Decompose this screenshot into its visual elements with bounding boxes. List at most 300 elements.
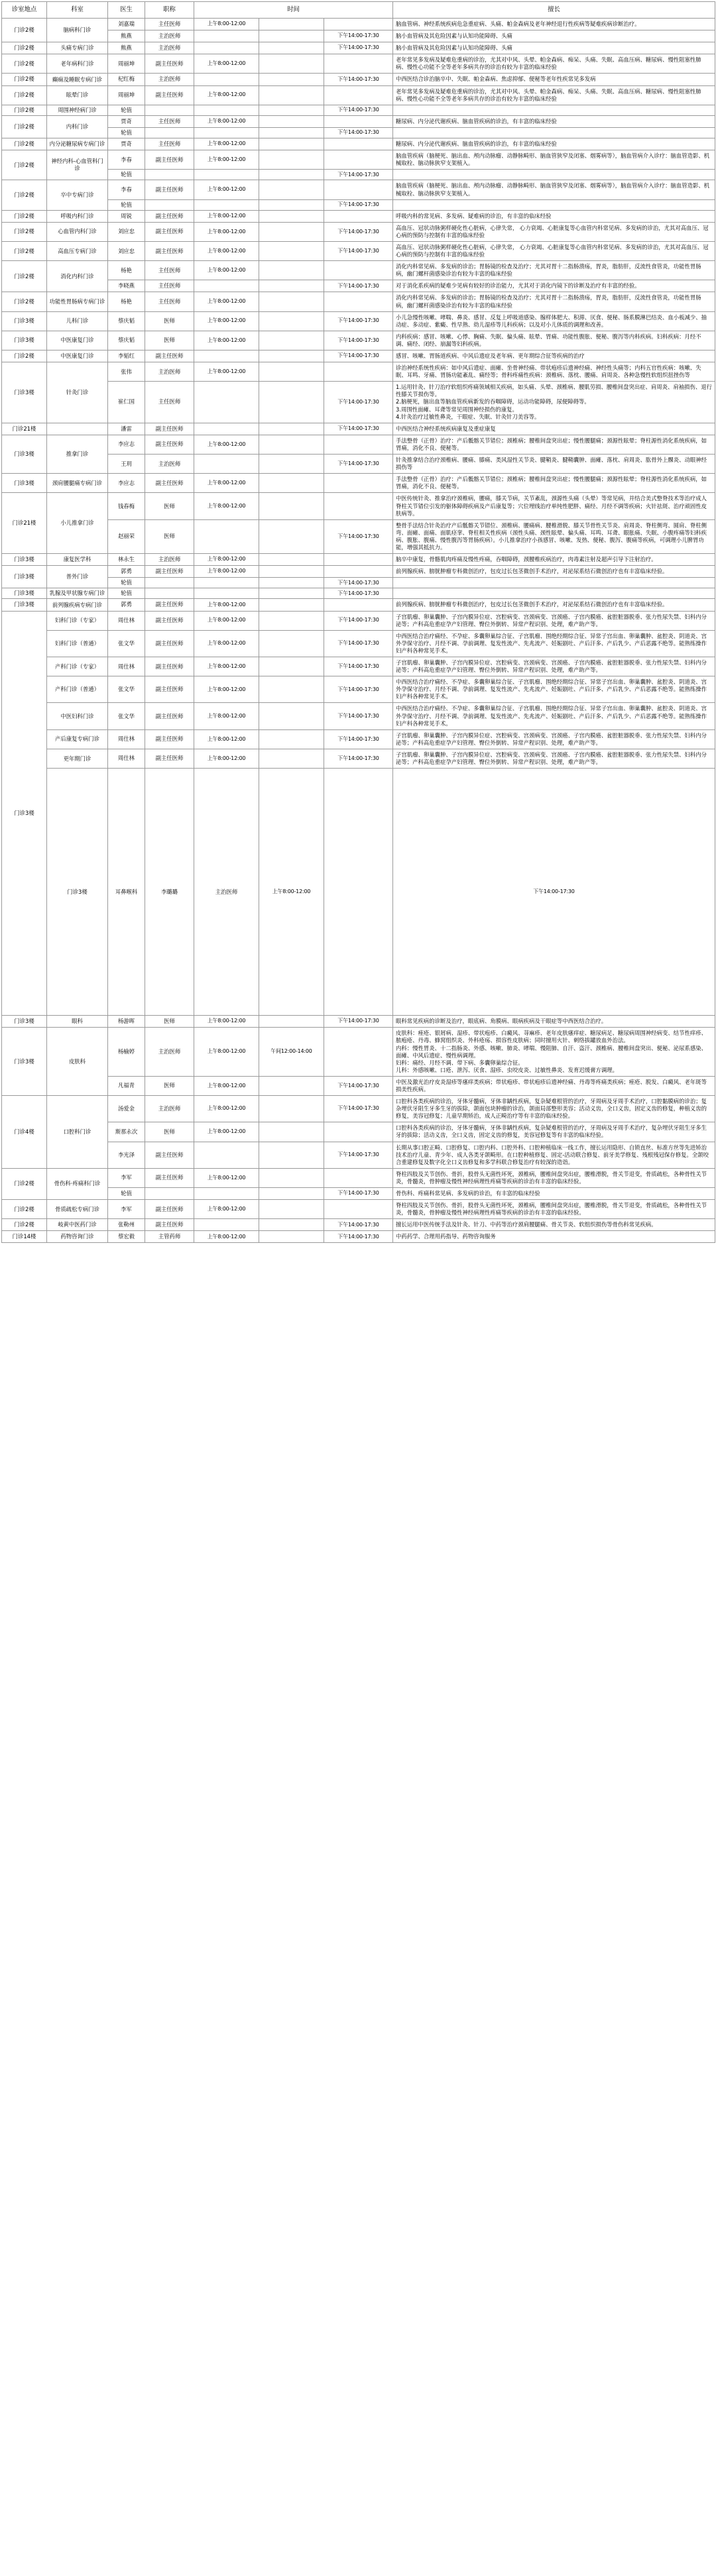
- table-row: [2, 180, 715, 199]
- cell-time-morning: 上午8:00-12:00: [194, 180, 259, 199]
- table-row: [2, 85, 715, 105]
- cell-location: 门诊2楼: [2, 85, 47, 105]
- cell-doctor-title: 主治医师: [145, 42, 194, 54]
- cell-doctor-name: 李春: [108, 150, 145, 170]
- table-row: [2, 749, 715, 768]
- cell-doctor-title: 副主任医师: [145, 474, 194, 493]
- cell-specialty: 小儿急慢性咳嗽、哮喘、鼻炎、感冒、反复上呼吸道感染、腺样体肥大、积滞、厌食、便秘、肠系膜淋巴结炎、血小板减少、抽动症、多动症、紫癜、性早熟、幼儿湿疹等儿科疾病；以及对小儿体质的调理和改善。: [393, 311, 715, 331]
- cell-doctor-title: 副主任医师: [145, 1219, 194, 1231]
- cell-specialty: 中药药学、合理用药指导、药物咨询服务: [393, 1231, 715, 1243]
- cell-location: 门诊2楼: [2, 42, 47, 54]
- table-row: [2, 455, 715, 474]
- cell-doctor-name: 赵丽荣: [108, 519, 145, 553]
- cell-time-afternoon: [324, 150, 393, 170]
- cell-department: 中医康复门诊: [47, 350, 108, 362]
- cell-time-noon: [259, 588, 324, 599]
- cell-location: 门诊2楼: [2, 115, 47, 138]
- table-row: [2, 19, 715, 30]
- cell-doctor-name: 李应志: [108, 474, 145, 493]
- cell-specialty: 对于消化系疾病的疑难少见病有较好的诊治能力，尤其对于消化内镜下的诊断及治疗有丰富的经验。: [393, 280, 715, 292]
- col-header-location: 诊室地点: [2, 2, 47, 19]
- cell-time-morning: 上午8:00-12:00: [194, 1016, 259, 1028]
- cell-specialty: 手法整骨（正骨）治疗：产后骶髂关节错位；颈椎病；腰椎间盘突出症；慢性腰腿痛；颈源性眩晕；脊柱源性消化系统疾病，如胃痛，消化不良、便秘等。: [393, 435, 715, 454]
- cell-doctor-title: 副主任医师: [145, 611, 194, 630]
- cell-department: 岐黄中医药门诊: [47, 1219, 108, 1231]
- cell-time-morning: 上午8:00-12:00: [194, 19, 259, 30]
- table-row: [2, 1122, 715, 1142]
- cell-time-noon: [259, 519, 324, 553]
- cell-doctor-name: 蔡庆韬: [108, 311, 145, 331]
- cell-doctor-title: 医师: [145, 519, 194, 553]
- cell-time-noon: [259, 1188, 324, 1200]
- cell-doctor-name: 熊燕: [108, 30, 145, 42]
- table-row: [2, 657, 715, 676]
- cell-location: 门诊3楼: [2, 1028, 47, 1096]
- cell-specialty: 中西医结合治疗痛经、不孕症、多囊卵巢综合征、子宫肌瘤、围绝经期综合征、异常子宫出血、卵巢囊肿、盆腔炎、阴道炎、宫外孕保守治疗、月经不调、孕前调理、复发性流产、先兆流产、妊娠剧吐、产后汗多、产后乳少、产后恶露不绝等。能熟练操作妇产科各种常见手术。: [393, 676, 715, 703]
- cell-time-morning: 上午8:00-12:00: [259, 769, 324, 1016]
- cell-specialty: 老年常见多发病及疑难危重病的诊治，尤其对中风、头晕、帕金森病、痴呆、头痛、失眠、高血压病、糖尿病、慢性阻塞性肺病、慢性心功能不全等老年多病共存的诊治有较为丰富的临床经验: [393, 54, 715, 74]
- cell-time-noon: [259, 493, 324, 519]
- cell-specialty: 糖尿病、内分泌代谢疾病、脑血管疾病的诊治，有丰富的临床经验: [393, 138, 715, 150]
- cell-department: 推拿门诊: [47, 435, 108, 473]
- cell-department: 前列腺疾病专病门诊: [47, 599, 108, 611]
- cell-specialty: 中医传统针灸、推拿治疗颈椎病，腰痛，膝关节病，关节紊乱，颈源性头痛（头晕）等常见病，并结合美式整脊技术等治疗成人脊柱关节错位引发的躯体障碍疾病及产后康复等；穴位埋线治疗单纯性肥胖、痛经、月经不调等疾病；火针祛斑、治疗顽固性皮肤病等。: [393, 493, 715, 519]
- cell-department: 妇科门诊（专家）: [47, 611, 108, 630]
- table-row: [2, 350, 715, 362]
- cell-doctor-title: 副主任医师: [145, 241, 194, 260]
- cell-doctor-name: 李韬红: [108, 350, 145, 362]
- cell-doctor-title: 主治医师: [194, 769, 259, 1016]
- cell-doctor-name: 杨艳: [108, 292, 145, 311]
- cell-doctor-title: 主治医师: [145, 74, 194, 85]
- cell-time-noon: [259, 138, 324, 150]
- table-row: [2, 199, 715, 210]
- cell-time-morning: 上午8:00-12:00: [194, 657, 259, 676]
- cell-time-morning: [194, 127, 259, 138]
- header-row: [2, 2, 715, 19]
- cell-department: 针灸门诊: [47, 362, 108, 423]
- cell-time-morning: 上午8:00-12:00: [194, 115, 259, 127]
- cell-time-morning: 上午8:00-12:00: [194, 1076, 259, 1095]
- cell-time-afternoon: 下午14:00-17:30: [324, 578, 393, 588]
- cell-doctor-title: 主治医师: [145, 554, 194, 566]
- cell-time-morning: 上午8:00-12:00: [194, 1096, 259, 1122]
- cell-specialty: 皮肤科：痤疮、银屑病、湿疹、带状疱疹、白癜风、荨麻疹、老年皮肤瘙痒症、糖尿病足、糖尿病周围神经病变、结节性痒疹、脓疱疮、丹毒、蜂窝组织炎、外科疮疡、损容性皮肤病；同时擅用火针、刺络拔罐放血外治法。 内科：慢性胃炎、十二指肠炎、外感、咳嗽、肺炎、哮喘、慢阻肺、自汗、盗汗、颈椎病、腰椎间盘突出、便秘、泌尿系感染、面瘫、中风后遗症、慢性病调理。 妇科：痛经、月经不调、带下病、多囊卵巢综合征。 儿科：外感咳嗽、口疮、泄泻、厌食、湿疹、虫咬皮炎、过敏性鼻炎、发育迟缓膏方调理。: [393, 1028, 715, 1077]
- cell-department: 耳鼻喉科: [108, 769, 145, 1016]
- cell-time-afternoon: [324, 85, 393, 105]
- cell-specialty: 中西医结合治疗痛经、不孕症、多囊卵巢综合征、子宫肌瘤、围绝经期综合征、异常子宫出血、卵巢囊肿、盆腔炎、阴道炎、宫外孕保守治疗、月经不调、孕前调理、复发性流产、先兆流产、妊娠剧吐、产后汗多、产后乳少、产后恶露不绝等。能熟练操作妇产科各种常见手术。: [393, 630, 715, 657]
- cell-time-morning: 上午8:00-12:00: [194, 493, 259, 519]
- cell-time-afternoon: [324, 362, 393, 382]
- cell-specialty: 老年常见多发病及疑难危重病的诊治，尤其对中风、头晕、帕金森病、痴呆、头痛、失眠、高血压病、糖尿病、慢性阻塞性肺病、慢性心功能不全等老年多病共存的诊治有较为丰富的临床经验: [393, 85, 715, 105]
- table-row: [2, 519, 715, 553]
- cell-doctor-title: 医师: [145, 1122, 194, 1142]
- cell-specialty: 诊治神经系统性疾病：如中风后遗症、面瘫、坐骨神经痛、带状疱疹后遗神经痛、神经性头痛等；内科五官性疾病：咳嗽、失眠、耳鸣、牙痛、胃肠功能紊乱、痛经等；骨科疼痛性疾病：颈椎病、落枕、腰痛、肩周炎、各种急慢性软组织扭挫伤等: [393, 362, 715, 382]
- cell-time-morning: 上午8:00-12:00: [194, 566, 259, 578]
- table-row: [2, 210, 715, 222]
- cell-doctor-title: 副主任医师: [145, 657, 194, 676]
- cell-time-afternoon: 下午14:00-17:30: [324, 729, 393, 749]
- col-header-specialty: 擅长: [393, 2, 715, 19]
- cell-time-morning: 上午8:00-12:00: [194, 138, 259, 150]
- table-row: [2, 630, 715, 657]
- cell-department: 康复医学科: [47, 554, 108, 566]
- cell-doctor-name: 蔡宏毅: [108, 1231, 145, 1243]
- cell-doctor-name: 张文华: [108, 630, 145, 657]
- table-row: [2, 42, 715, 54]
- cell-specialty: 消化内科常见病、多发病的诊治；胃肠镜的检查及治疗；尤其对胃十二指肠溃疡，胃炎，脂肪肝，反流性食管炎，功能性胃肠病，幽门螺杆菌感染诊治有较为丰富的临床经验: [393, 261, 715, 280]
- table-body: [2, 19, 715, 1243]
- cell-department: 脑病科门诊: [47, 19, 108, 42]
- cell-doctor-name: 刘应忠: [108, 222, 145, 241]
- cell-department: 颈肩腰腿痛专病门诊: [47, 474, 108, 493]
- cell-specialty: 子宫肌瘤、卵巢囊肿、子宫内膜异位症、宫腔病变、宫颈病变、宫颈癌、子宫内膜癌、盆腔脏器脱垂、张力性尿失禁、妇科内分泌等；产科高危重症孕产妇管理、臀位外倒转、异常产程识别、处理，难产助产等。: [393, 611, 715, 630]
- cell-time-noon: [259, 241, 324, 260]
- cell-department: 更年期门诊: [47, 749, 108, 768]
- table-row: [2, 74, 715, 85]
- cell-location: 门诊2楼: [2, 150, 47, 180]
- cell-specialty: 高血压、冠状动脉粥样硬化性心脏病，心律失常， 心力衰竭、心脏康复等心血管内科常见病、多发病的诊治，尤其对高血压、冠心病的预防与控制有丰富的临床经验: [393, 241, 715, 260]
- cell-doctor-name: 钱春梅: [108, 493, 145, 519]
- cell-specialty: 子宫肌瘤、卵巢囊肿、子宫内膜异位症、宫腔病变、宫颈病变、宫颈癌、子宫内膜癌、盆腔脏器脱垂、张力性尿失禁、妇科内分泌等；产科高危重症孕产妇管理、臀位外倒转、异常产程识别、处理，难产助产等。: [393, 729, 715, 749]
- cell-specialty: 中医及激光治疗皮炎湿疹等瘙痒类疾病；带状疱疹、带状疱疹后遗神经痛、丹毒等疼痛类疾病；痤疮、脱发、白癜风、老年斑等损美性疾病。: [393, 1076, 715, 1095]
- col-header-time: 时间: [194, 2, 393, 19]
- cell-time-noon: [259, 1016, 324, 1028]
- cell-doctor-title: 主任医师: [145, 19, 194, 30]
- cell-location: 门诊3楼: [2, 474, 47, 493]
- table-row: [2, 382, 715, 423]
- cell-doctor-name: 崔仁国: [108, 382, 145, 423]
- cell-department: 产科门诊（普通）: [47, 676, 108, 703]
- cell-doctor-title: 主任医师: [145, 138, 194, 150]
- cell-specialty: 脊柱四肢及关节创伤、骨折，股骨头无菌性坏死，颈椎病，腰椎间盘突出症，腰椎滑脱，骨关节退变，骨质疏松，各种骨性关节炎，骨髓炎，骨肿瘤及慢性神经病理性疼痛等疾病的诊治有丰富的临床经验。: [393, 1200, 715, 1219]
- cell-time-morning: [194, 30, 259, 42]
- cell-location: 门诊3楼: [2, 588, 47, 599]
- cell-doctor-title: 主治医师: [145, 362, 194, 382]
- cell-time-afternoon: 下午14:00-17:30: [324, 241, 393, 260]
- cell-doctor-name: 周丽坤: [108, 54, 145, 74]
- cell-doctor-name: 李璐璐: [145, 769, 194, 1016]
- cell-time-afternoon: 下午14:00-17:30: [324, 676, 393, 703]
- cell-doctor-title: 副主任医师: [145, 423, 194, 435]
- cell-time-morning: 上午8:00-12:00: [194, 676, 259, 703]
- cell-doctor-name: 郭勇: [108, 599, 145, 611]
- cell-doctor-name: 汤爱金: [108, 1096, 145, 1122]
- cell-specialty: 子宫肌瘤、卵巢囊肿、子宫内膜异位症、宫腔病变、宫颈病变、宫颈癌、子宫内膜癌、盆腔脏器脱垂、张力性尿失禁、妇科内分泌等；产科高危重症孕产妇管理、臀位外倒转、异常产程识别、处理，难产助产等。: [393, 657, 715, 676]
- cell-time-noon: [259, 474, 324, 493]
- cell-time-afternoon: 下午14:00-17:30: [324, 331, 393, 350]
- cell-specialty: 糖尿病、内分泌代谢疾病、脑血管疾病的诊治，有丰富的临床经验: [393, 115, 715, 127]
- table-row: [2, 769, 715, 1016]
- cell-department: 骨伤科·疼痛科门诊: [47, 1168, 108, 1199]
- cell-specialty: 中西医结合诊治脑卒中、失眠、帕金森病、焦虑抑郁、便秘等老年性疾常见多发病: [393, 74, 715, 85]
- cell-location: 门诊3楼: [2, 599, 47, 611]
- cell-time-morning: [194, 280, 259, 292]
- cell-specialty: [393, 127, 715, 138]
- cell-location: 门诊2楼: [2, 1168, 47, 1199]
- cell-time-noon: [259, 222, 324, 241]
- cell-time-morning: 上午8:00-12:00: [194, 1122, 259, 1142]
- cell-location: 门诊2楼: [2, 222, 47, 241]
- cell-time-afternoon: [324, 1122, 393, 1142]
- cell-doctor-name: 贾奇: [108, 138, 145, 150]
- cell-location: 门诊2楼: [2, 54, 47, 74]
- cell-time-noon: [259, 1168, 324, 1187]
- cell-time-afternoon: 下午14:00-17:30: [324, 455, 393, 474]
- cell-doctor-title: 主任医师: [145, 382, 194, 423]
- table-row: [2, 30, 715, 42]
- cell-doctor-title: [145, 199, 194, 210]
- cell-specialty: [393, 170, 715, 180]
- cell-specialty: 内科疾病：感冒、咳嗽、心悸、胸痛、失眠、偏头痛、眩晕、胃痛、功能性腹胀、便秘、腹泻等内科疾病。妇科疾病：月经不调、痛经、闭经、崩漏等妇科疾病。: [393, 331, 715, 350]
- table-row: [2, 1016, 715, 1028]
- cell-doctor-title: 副主任医师: [145, 703, 194, 729]
- cell-time-afternoon: 下午14:00-17:30: [324, 1188, 393, 1200]
- cell-specialty: 擅长运用中医传统手法及针灸、针刀、中药等治疗颈肩腰腿痛、骨关节炎、软组织损伤等骨伤科常见疾病。: [393, 1219, 715, 1231]
- cell-time-morning: 上午8:00-12:00: [194, 1200, 259, 1219]
- table-header: [2, 2, 715, 19]
- cell-time-morning: 上午8:00-12:00: [194, 474, 259, 493]
- cell-time-morning: [194, 170, 259, 180]
- cell-time-afternoon: 下午14:00-17:30: [324, 423, 393, 435]
- cell-doctor-title: 副主任医师: [145, 1168, 194, 1187]
- cell-time-afternoon: 下午14:00-17:30: [324, 222, 393, 241]
- cell-doctor-name: 轮值: [108, 127, 145, 138]
- cell-time-noon: [259, 554, 324, 566]
- cell-location: 门诊2楼: [2, 241, 47, 260]
- table-row: [2, 1188, 715, 1200]
- cell-doctor-name: 熊燕: [108, 42, 145, 54]
- cell-doctor-title: 医师: [145, 1016, 194, 1028]
- cell-time-noon: [259, 42, 324, 54]
- cell-time-afternoon: [324, 1028, 393, 1077]
- cell-doctor-title: 主任医师: [145, 261, 194, 280]
- cell-doctor-title: 副主任医师: [145, 676, 194, 703]
- cell-time-afternoon: [324, 435, 393, 454]
- cell-doctor-name: 杨榆婷: [108, 1028, 145, 1077]
- cell-specialty: 子宫肌瘤、卵巢囊肿、子宫内膜异位症、宫腔病变、宫颈病变、宫颈癌、子宫内膜癌、盆腔脏器脱垂、张力性尿失禁、妇科内分泌等；产科高危重症孕产妇管理、臀位外倒转、异常产程识别、处理，难产助产等。: [393, 749, 715, 768]
- cell-time-afternoon: [324, 599, 393, 611]
- cell-department: 内科门诊: [47, 115, 108, 138]
- table-row: [2, 261, 715, 280]
- cell-specialty: 前列腺疾病、膀胱肿瘤专科微创治疗，包皮过长包茎微创手术治疗，对泌尿系结石微创治疗也有丰富临床经验。: [393, 566, 715, 578]
- cell-doctor-name: 轮值: [108, 578, 145, 588]
- col-header-department: 科室: [47, 2, 108, 19]
- cell-time-morning: 上午8:00-12:00: [194, 1028, 259, 1077]
- cell-specialty: 眼科常见疾病的诊断及治疗，眼底病、角膜病、眼病疾病及干眼症等中西医结合治疗。: [393, 1016, 715, 1028]
- cell-time-afternoon: 下午14:00-17:30: [324, 350, 393, 362]
- cell-doctor-title: 副主任医师: [145, 210, 194, 222]
- cell-doctor-name: 李晓燕: [108, 280, 145, 292]
- cell-doctor-name: 周丽坤: [108, 85, 145, 105]
- cell-specialty: 前列腺疾病、膀胱肿瘤专科微创治疗，包皮过长包茎微创手术治疗，对泌尿系结石微创治疗也有丰富临床经验。: [393, 599, 715, 611]
- cell-doctor-name: 刘嘉瑞: [108, 19, 145, 30]
- cell-time-afternoon: 下午14:00-17:30: [324, 588, 393, 599]
- table-row: [2, 138, 715, 150]
- cell-time-morning: 上午8:00-12:00: [194, 611, 259, 630]
- cell-time-morning: 上午8:00-12:00: [194, 150, 259, 170]
- table-row: [2, 1231, 715, 1243]
- table-row: [2, 241, 715, 260]
- cell-doctor-name: 轮值: [108, 1188, 145, 1200]
- table-row: [2, 588, 715, 599]
- cell-doctor-title: [145, 127, 194, 138]
- table-row: [2, 280, 715, 292]
- cell-time-afternoon: 下午14:00-17:30: [324, 1219, 393, 1231]
- cell-time-noon: [259, 423, 324, 435]
- cell-time-noon: [259, 657, 324, 676]
- cell-specialty: 长期从事口腔正畸、口腔修复、口腔内科、口腔外科、口腔种植临床一线工作，擅长运用隐形、自锁直丝、标准方丝等先进矫治技术治疗儿童、青少年、成人各类牙颌畸形。在口腔种植修复、固定-活动联合修复、前牙美学修复、残根残冠保存修复。全颌咬合重建修复及数字化全口义齿修复和多学科联合修复治疗有较深的造诣。: [393, 1142, 715, 1168]
- cell-doctor-name: 潘雷: [108, 423, 145, 435]
- cell-doctor-name: 轮值: [108, 170, 145, 180]
- cell-time-morning: [194, 1142, 259, 1168]
- cell-time-morning: [194, 423, 259, 435]
- table-row: [2, 311, 715, 331]
- table-row: [2, 1168, 715, 1187]
- cell-time-morning: 上午8:00-12:00: [194, 311, 259, 331]
- cell-time-noon: [259, 703, 324, 729]
- cell-time-morning: [194, 74, 259, 85]
- cell-time-morning: [194, 382, 259, 423]
- cell-doctor-title: 副主任医师: [145, 1142, 194, 1168]
- cell-specialty: 脑血管疾病（脑梗死、脑出血、颅内动脉瘤、动静脉畸形、脑血管狭窄及闭塞、烟雾病等），脑血管病介入诊疗：脑血管造影、机械取栓、脑动脉狭窄支架植入。: [393, 180, 715, 199]
- cell-specialty: [393, 199, 715, 210]
- cell-time-afternoon: 下午14:00-17:30: [324, 170, 393, 180]
- cell-doctor-name: 蔡庆韬: [108, 331, 145, 350]
- table-row: [2, 362, 715, 382]
- cell-time-afternoon: [324, 554, 393, 566]
- cell-doctor-name: 李春: [108, 180, 145, 199]
- cell-location: 门诊4楼: [2, 1096, 47, 1169]
- table-row: [2, 493, 715, 519]
- table-row: [2, 435, 715, 454]
- cell-doctor-title: 副主任医师: [145, 566, 194, 578]
- cell-doctor-name: 贾奇: [108, 115, 145, 127]
- cell-specialty: 手法整骨（正骨）治疗：产后骶髂关节错位；颈椎病；腰椎间盘突出症；慢性腰腿痛；颈源性眩晕；脊柱源性消化系统疾病，如胃痛，消化不良、便秘等。: [393, 474, 715, 493]
- cell-department: 功能性胃肠病专病门诊: [47, 292, 108, 311]
- cell-time-morning: 上午8:00-12:00: [194, 85, 259, 105]
- cell-department: 皮肤科: [47, 1028, 108, 1096]
- cell-time-noon: 午间12:00-14:00: [259, 1028, 324, 1077]
- table-row: [2, 150, 715, 170]
- cell-time-noon: [259, 292, 324, 311]
- cell-specialty: 中西医结合治疗痛经、不孕症、多囊卵巢综合征、子宫肌瘤、围绝经期综合征、异常子宫出血、卵巢囊肿、盆腔炎、阴道炎、宫外孕保守治疗、月经不调、孕前调理、复发性流产、先兆流产、妊娠剧吐、产后汗多、产后乳少、产后恶露不绝等。能熟练操作妇产科各种常见手术。: [393, 703, 715, 729]
- cell-location: 门诊3楼: [2, 331, 47, 350]
- cell-time-afternoon: 下午14:00-17:30: [324, 611, 393, 630]
- cell-location: 门诊2楼: [2, 105, 47, 115]
- cell-doctor-name: 王玥: [108, 455, 145, 474]
- cell-department: 呼吸内科门诊: [47, 210, 108, 222]
- cell-doctor-name: 张文华: [108, 676, 145, 703]
- cell-time-morning: [194, 42, 259, 54]
- cell-doctor-title: 副主任医师: [145, 749, 194, 768]
- cell-doctor-title: 副主任医师: [145, 222, 194, 241]
- cell-doctor-name: 斯那永次: [108, 1122, 145, 1142]
- cell-time-noon: [259, 261, 324, 280]
- cell-doctor-title: 主任医师: [145, 115, 194, 127]
- table-row: [2, 170, 715, 180]
- cell-doctor-title: 主任医师: [145, 280, 194, 292]
- cell-time-noon: [259, 115, 324, 127]
- table-row: [2, 331, 715, 350]
- cell-time-morning: 上午8:00-12:00: [194, 1168, 259, 1187]
- cell-time-noon: [259, 74, 324, 85]
- cell-specialty: 呼吸内科的常见病、多发病、疑难病的诊治，有丰富的临床经验: [393, 210, 715, 222]
- cell-specialty: [393, 105, 715, 115]
- cell-time-noon: [259, 1076, 324, 1095]
- table-row: [2, 676, 715, 703]
- table-row: [2, 1142, 715, 1168]
- cell-doctor-name: 周仕林: [108, 657, 145, 676]
- cell-location: 门诊3楼: [47, 769, 108, 1016]
- cell-specialty: 针灸推拿结合治疗颈椎病、腰痛、膝痛、类风湿性关节炎、腱鞘炎、腱鞘囊肿、面瘫、落枕、肩周炎、肱骨外上髁炎、动眼神经损伤等: [393, 455, 715, 474]
- cell-department: 口腔科门诊: [47, 1096, 108, 1169]
- cell-time-noon: [259, 611, 324, 630]
- cell-doctor-name: 周仕林: [108, 611, 145, 630]
- cell-department: 消化内科门诊: [47, 261, 108, 292]
- cell-doctor-title: 副主任医师: [145, 599, 194, 611]
- cell-time-morning: 上午8:00-12:00: [194, 1231, 259, 1243]
- cell-doctor-title: 主治医师: [145, 30, 194, 42]
- cell-time-morning: [194, 1219, 259, 1231]
- cell-time-morning: 上午8:00-12:00: [194, 729, 259, 749]
- cell-time-noon: [259, 54, 324, 74]
- cell-doctor-name: 李军: [108, 1168, 145, 1187]
- cell-time-afternoon: 下午14:00-17:30: [324, 42, 393, 54]
- cell-department: 药物咨询门诊: [47, 1231, 108, 1243]
- cell-doctor-title: [145, 1188, 194, 1200]
- cell-department: 儿科门诊: [47, 311, 108, 331]
- cell-time-noon: [259, 1231, 324, 1243]
- cell-doctor-name: 周仕林: [108, 729, 145, 749]
- cell-doctor-name: 刘应忠: [108, 241, 145, 260]
- cell-doctor-title: 医师: [145, 331, 194, 350]
- table-row: [2, 1219, 715, 1231]
- cell-location: 门诊2楼: [2, 180, 47, 210]
- cell-doctor-name: 郭勇: [108, 566, 145, 578]
- cell-doctor-name: 杨游晖: [108, 1016, 145, 1028]
- cell-doctor-name: 轮值: [108, 105, 145, 115]
- cell-time-afternoon: [324, 19, 393, 30]
- cell-time-afternoon: [324, 180, 393, 199]
- cell-time-morning: 上午8:00-12:00: [194, 222, 259, 241]
- cell-doctor-name: 李光泽: [108, 1142, 145, 1168]
- cell-time-afternoon: [324, 566, 393, 578]
- cell-department: 老年病科门诊: [47, 54, 108, 74]
- cell-doctor-title: [145, 588, 194, 599]
- cell-time-afternoon: [324, 115, 393, 127]
- cell-time-noon: [259, 85, 324, 105]
- cell-time-morning: 上午8:00-12:00: [194, 435, 259, 454]
- cell-specialty: 整骨手法结合针灸治疗产后骶髂关节错位、颈椎病、腰痛病、腰椎滑脱、膝关节骨性关节炎、肩周炎、脊柱侧弯、圆肩、脊柱侧弯、面瘫、面痛、面肌痉挛、脊柱相关性疾病（颈性头痛、颈性眩晕、偏头痛、耳鸣、耳聋、眼胀痛、失眠、小腹疼痛等妇科疾病、腹胀、腹痛、慢性腹泻等胃肠疾病）。小儿推拿治疗小孩感冒、咳嗽、发热、便秘、腹泻、腹痛等疾病，可调理小儿脾胃功能，增强其抵抗力。: [393, 519, 715, 553]
- cell-department: 骨质疏松专病门诊: [47, 1200, 108, 1219]
- cell-time-afternoon: 下午14:00-17:30: [324, 1142, 393, 1168]
- cell-doctor-title: 副主任医师: [145, 435, 194, 454]
- cell-time-morning: 上午8:00-12:00: [194, 362, 259, 382]
- cell-doctor-title: [145, 170, 194, 180]
- cell-time-noon: [259, 1219, 324, 1231]
- cell-doctor-name: 张文华: [108, 703, 145, 729]
- col-header-doctor: 医生: [108, 2, 145, 19]
- cell-time-noon: [259, 566, 324, 578]
- cell-department: 癫痫及睡眠专病门诊: [47, 74, 108, 85]
- cell-time-morning: [194, 199, 259, 210]
- cell-location: 门诊3楼: [2, 554, 47, 566]
- cell-specialty: 口腔科各类疾病的诊治，牙体牙髓病，牙体非龋性疾病，复杂疑难根管的治疗，牙周病及牙周手术治疗，口腔黏膜病的诊治；复杂埋伏牙阻生牙多生牙的拔除，颌面包块肿瘤的诊治，颌面局部整形美容；活动义齿，全口义齿，固定义齿的修复，种植义齿的修复，美容冠修复；儿童早期矫治，成人正畸治疗等有丰富的临床经验。: [393, 1096, 715, 1122]
- cell-time-afternoon: 下午14:00-17:30: [324, 703, 393, 729]
- cell-department: 内分泌糖尿病专病门诊: [47, 138, 108, 150]
- cell-time-afternoon: 下午14:00-17:30: [324, 1231, 393, 1243]
